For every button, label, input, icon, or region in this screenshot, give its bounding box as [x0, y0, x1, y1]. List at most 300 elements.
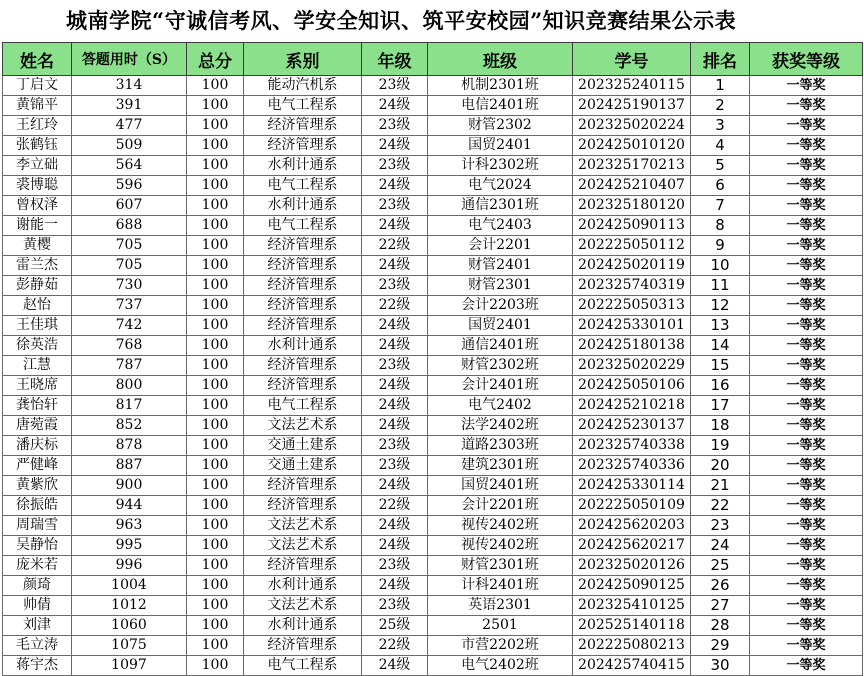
cell-grade: 24级: [362, 656, 428, 676]
cell-rank: 4: [691, 136, 750, 156]
cell-grade: 23级: [362, 436, 428, 456]
cell-score: 100: [187, 656, 244, 676]
cell-score: 100: [187, 496, 244, 516]
cell-name: 徐英浩: [3, 336, 72, 356]
cell-grade: 23级: [362, 276, 428, 296]
cell-rank: 7: [691, 196, 750, 216]
table-row: [3, 296, 863, 316]
cell-class: 电信2401班: [428, 96, 573, 116]
table-body: [3, 76, 863, 676]
cell-award: 一等奖: [750, 516, 863, 536]
cell-rank: 17: [691, 396, 750, 416]
cell-department: 经济管理系: [244, 276, 362, 296]
cell-student-id: 202325020126: [573, 556, 691, 576]
cell-score: 100: [187, 336, 244, 356]
cell-grade: 24级: [362, 416, 428, 436]
cell-time: 509: [72, 136, 187, 156]
cell-department: 电气工程系: [244, 176, 362, 196]
cell-student-id: 202325020224: [573, 116, 691, 136]
cell-class: 道路2303班: [428, 436, 573, 456]
cell-class: 计科2401班: [428, 576, 573, 596]
cell-grade: 23级: [362, 76, 428, 96]
cell-class: 会计2201班: [428, 496, 573, 516]
cell-department: 电气工程系: [244, 656, 362, 676]
cell-student-id: 202325180120: [573, 196, 691, 216]
cell-award: 一等奖: [750, 256, 863, 276]
cell-rank: 14: [691, 336, 750, 356]
cell-time: 800: [72, 376, 187, 396]
cell-score: 100: [187, 456, 244, 476]
cell-student-id: 202425330114: [573, 476, 691, 496]
cell-student-id: 202425330101: [573, 316, 691, 336]
cell-student-id: 202425190137: [573, 96, 691, 116]
cell-award: 一等奖: [750, 436, 863, 456]
cell-class: 财管2401: [428, 256, 573, 276]
cell-grade: 24级: [362, 96, 428, 116]
cell-name: 王佳琪: [3, 316, 72, 336]
cell-name: 丁启文: [3, 76, 72, 96]
cell-time: 768: [72, 336, 187, 356]
cell-award: 一等奖: [750, 76, 863, 96]
cell-rank: 8: [691, 216, 750, 236]
cell-class: 会计2203班: [428, 296, 573, 316]
cell-score: 100: [187, 116, 244, 136]
cell-class: 2501: [428, 616, 573, 636]
table-row: [3, 236, 863, 256]
cell-grade: 23级: [362, 596, 428, 616]
cell-grade: 24级: [362, 536, 428, 556]
cell-grade: 22级: [362, 296, 428, 316]
cell-grade: 24级: [362, 136, 428, 156]
cell-grade: 24级: [362, 516, 428, 536]
cell-score: 100: [187, 256, 244, 276]
cell-department: 交通土建系: [244, 456, 362, 476]
cell-name: 潘庆标: [3, 436, 72, 456]
cell-grade: 22级: [362, 236, 428, 256]
cell-award: 一等奖: [750, 416, 863, 436]
header-grade: 年级: [362, 43, 428, 76]
cell-student-id: 202425210407: [573, 176, 691, 196]
cell-score: 100: [187, 396, 244, 416]
header-time: 答题用时（S）: [72, 43, 187, 76]
cell-student-id: 202425740415: [573, 656, 691, 676]
table-row: [3, 316, 863, 336]
cell-grade: 24级: [362, 256, 428, 276]
cell-rank: 13: [691, 316, 750, 336]
cell-student-id: 202425010120: [573, 136, 691, 156]
cell-score: 100: [187, 296, 244, 316]
cell-time: 1012: [72, 596, 187, 616]
cell-department: 文法艺术系: [244, 536, 362, 556]
cell-time: 1060: [72, 616, 187, 636]
header-department: 系别: [244, 43, 362, 76]
cell-department: 经济管理系: [244, 116, 362, 136]
cell-grade: 24级: [362, 336, 428, 356]
cell-name: 徐振皓: [3, 496, 72, 516]
cell-department: 经济管理系: [244, 356, 362, 376]
cell-class: 财管2302班: [428, 356, 573, 376]
cell-student-id: 202425050106: [573, 376, 691, 396]
cell-class: 国贸2401班: [428, 476, 573, 496]
header-class: 班级: [428, 43, 573, 76]
table-row: [3, 616, 863, 636]
cell-department: 电气工程系: [244, 96, 362, 116]
cell-name: 黄锦平: [3, 96, 72, 116]
cell-score: 100: [187, 276, 244, 296]
table-row: [3, 596, 863, 616]
cell-student-id: 202225050313: [573, 296, 691, 316]
cell-department: 电气工程系: [244, 396, 362, 416]
cell-rank: 5: [691, 156, 750, 176]
cell-rank: 18: [691, 416, 750, 436]
cell-department: 经济管理系: [244, 236, 362, 256]
cell-class: 机制2301班: [428, 76, 573, 96]
cell-student-id: 202325740338: [573, 436, 691, 456]
cell-name: 周瑞雪: [3, 516, 72, 536]
cell-time: 1075: [72, 636, 187, 656]
cell-department: 经济管理系: [244, 316, 362, 336]
cell-rank: 15: [691, 356, 750, 376]
cell-score: 100: [187, 156, 244, 176]
cell-name: 谢能一: [3, 216, 72, 236]
cell-name: 李立础: [3, 156, 72, 176]
table-row: [3, 276, 863, 296]
cell-department: 经济管理系: [244, 496, 362, 516]
cell-rank: 25: [691, 556, 750, 576]
cell-name: 颜琦: [3, 576, 72, 596]
cell-class: 财管2301: [428, 276, 573, 296]
cell-grade: 24级: [362, 216, 428, 236]
cell-time: 817: [72, 396, 187, 416]
cell-grade: 24级: [362, 476, 428, 496]
cell-name: 吴静怡: [3, 536, 72, 556]
cell-name: 彭静茹: [3, 276, 72, 296]
cell-department: 经济管理系: [244, 556, 362, 576]
cell-award: 一等奖: [750, 116, 863, 136]
cell-class: 计科2302班: [428, 156, 573, 176]
cell-class: 国贸2401: [428, 136, 573, 156]
cell-name: 毛立涛: [3, 636, 72, 656]
page-title: 城南学院“守诚信考风、学安全知识、筑平安校园”知识竞赛结果公示表: [66, 8, 737, 33]
cell-score: 100: [187, 176, 244, 196]
cell-award: 一等奖: [750, 236, 863, 256]
table-row: [3, 536, 863, 556]
cell-student-id: 202425620217: [573, 536, 691, 556]
cell-time: 995: [72, 536, 187, 556]
header-score: 总分: [187, 43, 244, 76]
cell-award: 一等奖: [750, 476, 863, 496]
cell-time: 477: [72, 116, 187, 136]
table-row: [3, 176, 863, 196]
cell-grade: 24级: [362, 396, 428, 416]
cell-award: 一等奖: [750, 536, 863, 556]
cell-name: 蒋宇杰: [3, 656, 72, 676]
table-row: [3, 336, 863, 356]
cell-department: 交通土建系: [244, 436, 362, 456]
cell-award: 一等奖: [750, 576, 863, 596]
cell-score: 100: [187, 476, 244, 496]
cell-score: 100: [187, 216, 244, 236]
table-row: [3, 116, 863, 136]
table-row: [3, 356, 863, 376]
cell-rank: 3: [691, 116, 750, 136]
cell-student-id: 202425090113: [573, 216, 691, 236]
cell-class: 电气2403: [428, 216, 573, 236]
cell-class: 会计2401班: [428, 376, 573, 396]
cell-score: 100: [187, 376, 244, 396]
cell-award: 一等奖: [750, 616, 863, 636]
cell-rank: 20: [691, 456, 750, 476]
cell-time: 887: [72, 456, 187, 476]
cell-grade: 23级: [362, 356, 428, 376]
cell-rank: 22: [691, 496, 750, 516]
cell-class: 视传2402班: [428, 536, 573, 556]
cell-department: 经济管理系: [244, 636, 362, 656]
table-row: [3, 516, 863, 536]
cell-time: 596: [72, 176, 187, 196]
cell-score: 100: [187, 596, 244, 616]
cell-score: 100: [187, 96, 244, 116]
cell-award: 一等奖: [750, 496, 863, 516]
cell-department: 文法艺术系: [244, 596, 362, 616]
cell-rank: 11: [691, 276, 750, 296]
cell-name: 庞米若: [3, 556, 72, 576]
cell-rank: 9: [691, 236, 750, 256]
cell-department: 水利计通系: [244, 336, 362, 356]
cell-student-id: 202225050109: [573, 496, 691, 516]
table-row: [3, 156, 863, 176]
table-row: [3, 216, 863, 236]
cell-time: 391: [72, 96, 187, 116]
cell-name: 刘津: [3, 616, 72, 636]
cell-department: 文法艺术系: [244, 416, 362, 436]
table-row: [3, 556, 863, 576]
cell-score: 100: [187, 516, 244, 536]
cell-name: 曾权泽: [3, 196, 72, 216]
cell-award: 一等奖: [750, 656, 863, 676]
cell-award: 一等奖: [750, 216, 863, 236]
cell-award: 一等奖: [750, 316, 863, 336]
cell-student-id: 202425230137: [573, 416, 691, 436]
cell-class: 财管2301班: [428, 556, 573, 576]
header-award: 获奖等级: [750, 43, 863, 76]
table-row: [3, 436, 863, 456]
cell-name: 帅倩: [3, 596, 72, 616]
cell-time: 1097: [72, 656, 187, 676]
cell-class: 通信2401班: [428, 336, 573, 356]
cell-grade: 24级: [362, 376, 428, 396]
cell-score: 100: [187, 436, 244, 456]
cell-award: 一等奖: [750, 96, 863, 116]
cell-award: 一等奖: [750, 296, 863, 316]
cell-rank: 29: [691, 636, 750, 656]
cell-score: 100: [187, 576, 244, 596]
cell-award: 一等奖: [750, 196, 863, 216]
cell-grade: 24级: [362, 176, 428, 196]
cell-time: 787: [72, 356, 187, 376]
table-row: [3, 416, 863, 436]
cell-name: 王红玲: [3, 116, 72, 136]
cell-student-id: 202325240115: [573, 76, 691, 96]
header-student-id: 学号: [573, 43, 691, 76]
table-row: [3, 136, 863, 156]
cell-class: 建筑2301班: [428, 456, 573, 476]
table-row: [3, 196, 863, 216]
cell-time: 996: [72, 556, 187, 576]
cell-award: 一等奖: [750, 456, 863, 476]
cell-name: 严健峰: [3, 456, 72, 476]
cell-rank: 28: [691, 616, 750, 636]
cell-rank: 26: [691, 576, 750, 596]
cell-grade: 23级: [362, 456, 428, 476]
cell-award: 一等奖: [750, 396, 863, 416]
cell-score: 100: [187, 636, 244, 656]
cell-department: 水利计通系: [244, 196, 362, 216]
cell-student-id: 202425210218: [573, 396, 691, 416]
cell-score: 100: [187, 616, 244, 636]
cell-class: 市营2202班: [428, 636, 573, 656]
cell-grade: 23级: [362, 116, 428, 136]
cell-rank: 24: [691, 536, 750, 556]
cell-score: 100: [187, 136, 244, 156]
cell-student-id: 202325740319: [573, 276, 691, 296]
cell-class: 电气2402班: [428, 656, 573, 676]
cell-student-id: 202325170213: [573, 156, 691, 176]
cell-score: 100: [187, 196, 244, 216]
cell-time: 944: [72, 496, 187, 516]
cell-class: 电气2024: [428, 176, 573, 196]
cell-score: 100: [187, 236, 244, 256]
cell-student-id: 202325410125: [573, 596, 691, 616]
cell-department: 水利计通系: [244, 616, 362, 636]
table-row: [3, 76, 863, 96]
cell-name: 江慧: [3, 356, 72, 376]
cell-grade: 25级: [362, 616, 428, 636]
cell-time: 607: [72, 196, 187, 216]
cell-grade: 22级: [362, 496, 428, 516]
cell-score: 100: [187, 76, 244, 96]
cell-time: 900: [72, 476, 187, 496]
cell-name: 赵怡: [3, 296, 72, 316]
table-row: [3, 496, 863, 516]
cell-score: 100: [187, 356, 244, 376]
cell-class: 英语2301: [428, 596, 573, 616]
table-row: [3, 636, 863, 656]
cell-student-id: 202225080213: [573, 636, 691, 656]
cell-rank: 30: [691, 656, 750, 676]
cell-award: 一等奖: [750, 176, 863, 196]
cell-time: 742: [72, 316, 187, 336]
cell-score: 100: [187, 536, 244, 556]
cell-time: 852: [72, 416, 187, 436]
cell-department: 经济管理系: [244, 296, 362, 316]
cell-name: 裘博聪: [3, 176, 72, 196]
cell-class: 财管2302: [428, 116, 573, 136]
cell-rank: 2: [691, 96, 750, 116]
cell-name: 黄樱: [3, 236, 72, 256]
cell-student-id: 202325020229: [573, 356, 691, 376]
results-table: [2, 42, 863, 676]
cell-time: 705: [72, 256, 187, 276]
cell-name: 黄紫欣: [3, 476, 72, 496]
table-row: [3, 96, 863, 116]
table-row: [3, 576, 863, 596]
cell-department: 经济管理系: [244, 256, 362, 276]
cell-class: 会计2201: [428, 236, 573, 256]
cell-rank: 19: [691, 436, 750, 456]
cell-rank: 16: [691, 376, 750, 396]
header-rank: 排名: [691, 43, 750, 76]
table-row: [3, 476, 863, 496]
cell-name: 张鹤钰: [3, 136, 72, 156]
cell-time: 314: [72, 76, 187, 96]
cell-rank: 27: [691, 596, 750, 616]
cell-grade: 23级: [362, 156, 428, 176]
cell-grade: 23级: [362, 556, 428, 576]
cell-grade: 22级: [362, 636, 428, 656]
table-row: [3, 376, 863, 396]
cell-name: 王晓席: [3, 376, 72, 396]
cell-student-id: 202525140118: [573, 616, 691, 636]
cell-department: 电气工程系: [244, 216, 362, 236]
cell-department: 经济管理系: [244, 376, 362, 396]
cell-award: 一等奖: [750, 276, 863, 296]
header-name: 姓名: [3, 43, 72, 76]
cell-class: 电气2402: [428, 396, 573, 416]
cell-rank: 1: [691, 76, 750, 96]
cell-class: 法学2402班: [428, 416, 573, 436]
cell-department: 文法艺术系: [244, 516, 362, 536]
table-row: [3, 396, 863, 416]
cell-time: 878: [72, 436, 187, 456]
cell-rank: 10: [691, 256, 750, 276]
table-row: [3, 656, 863, 676]
cell-name: 龚怡轩: [3, 396, 72, 416]
cell-name: 雷兰杰: [3, 256, 72, 276]
cell-class: 国贸2401: [428, 316, 573, 336]
cell-student-id: 202225050112: [573, 236, 691, 256]
cell-rank: 12: [691, 296, 750, 316]
cell-department: 经济管理系: [244, 136, 362, 156]
cell-department: 经济管理系: [244, 476, 362, 496]
cell-award: 一等奖: [750, 356, 863, 376]
cell-grade: 24级: [362, 316, 428, 336]
cell-time: 737: [72, 296, 187, 316]
cell-class: 视传2402班: [428, 516, 573, 536]
header-row: [3, 43, 863, 76]
cell-grade: 23级: [362, 196, 428, 216]
cell-award: 一等奖: [750, 376, 863, 396]
cell-score: 100: [187, 556, 244, 576]
cell-grade: 24级: [362, 576, 428, 596]
cell-student-id: 202425620203: [573, 516, 691, 536]
cell-rank: 6: [691, 176, 750, 196]
cell-department: 水利计通系: [244, 156, 362, 176]
cell-award: 一等奖: [750, 556, 863, 576]
cell-department: 能动汽机系: [244, 76, 362, 96]
cell-name: 唐菀霞: [3, 416, 72, 436]
table-row: [3, 256, 863, 276]
cell-score: 100: [187, 416, 244, 436]
cell-time: 564: [72, 156, 187, 176]
cell-award: 一等奖: [750, 636, 863, 656]
cell-award: 一等奖: [750, 596, 863, 616]
cell-award: 一等奖: [750, 336, 863, 356]
cell-time: 963: [72, 516, 187, 536]
cell-student-id: 202425180138: [573, 336, 691, 356]
cell-score: 100: [187, 316, 244, 336]
cell-time: 1004: [72, 576, 187, 596]
